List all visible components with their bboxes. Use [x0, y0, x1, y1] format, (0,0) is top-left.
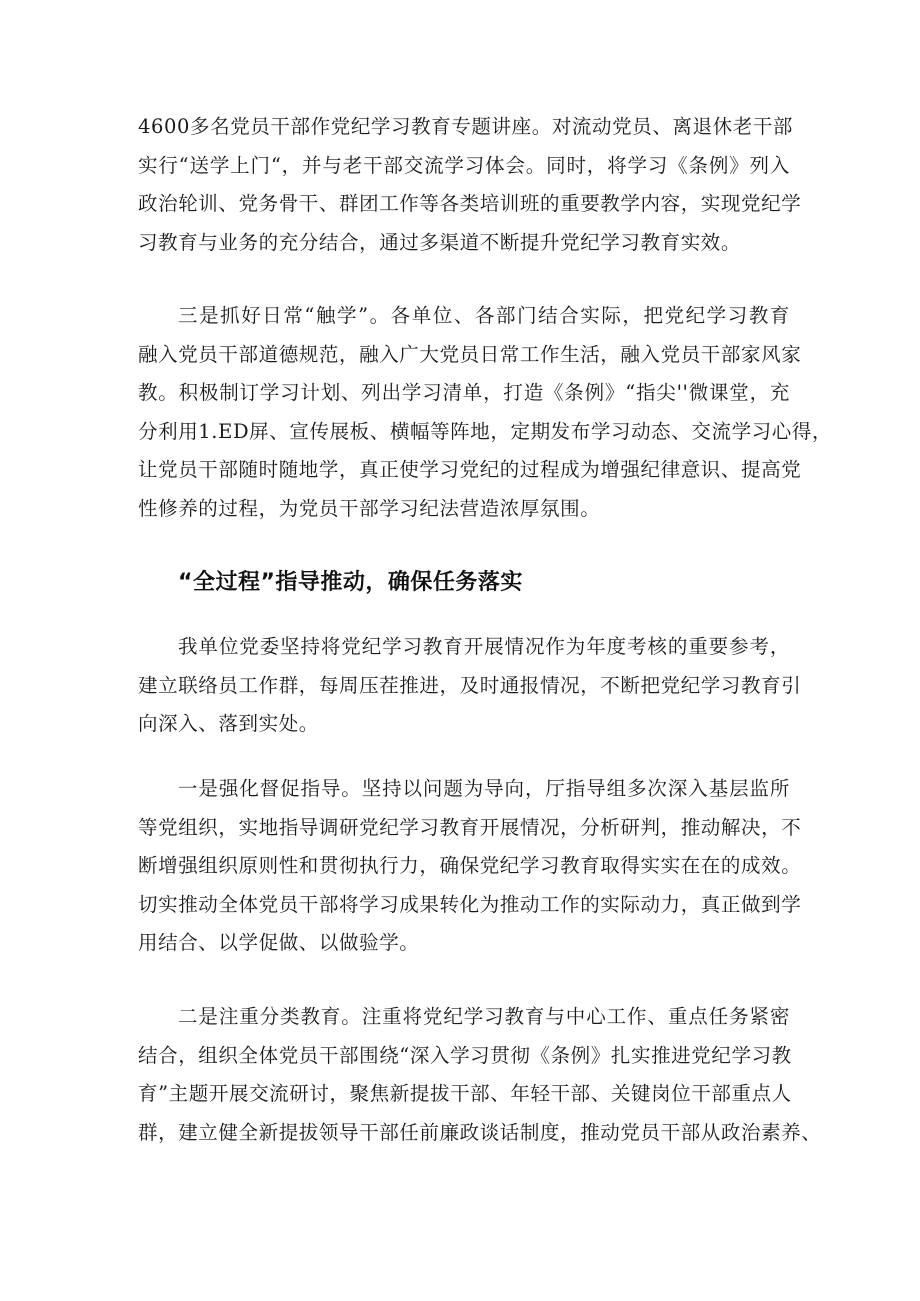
paragraph-line: 等党组织，实地指导调研党纪学习教育开展情况，分析研判，推动解决，不	[138, 815, 802, 839]
paragraph-line: 断增强组织原则性和贯彻执行力，确保党纪学习教育取得实实在在的成效。	[138, 854, 802, 878]
paragraph-line: 融入党员干部道德规范，融入广大党员日常工作生活，融入党员干部家风家	[138, 342, 802, 366]
paragraph-line: 4600多名党员干部作党纪学习教育专题讲座。对流动党员、离退休老干部	[138, 115, 794, 138]
section-heading: “全过程”指导推动，确保任务落实	[178, 570, 523, 595]
paragraph-line: 实行“送学上门“，并与老干部交流学习体会。同时，将学习《条例》列入	[138, 153, 790, 177]
paragraph-line: 二是注重分类教育。注重将党纪学习教育与中心工作、重点任务紧密	[178, 1005, 790, 1028]
paragraph-supervision	[138, 770, 802, 963]
paragraph-line: 分利用1.ED屏、宣传展板、横幅等阵地，定期发布学习动态、交流学习心得，	[138, 419, 833, 443]
paragraph-line: 性修养的过程，为党员干部学习纪法营造浓厚氛围。	[138, 496, 601, 520]
paragraph-line: 一是强化督促指导。坚持以问题为导向，厅指导组多次深入基层监所	[178, 777, 790, 800]
paragraph-lecture-outreach	[138, 108, 802, 262]
paragraph-line: 三是抓好日常“触学”。各单位、各部门结合实际，把党纪学习教育	[178, 304, 790, 327]
paragraph-line: 我单位党委坚持将党纪学习教育开展情况作为年度考核的重要参考，	[178, 635, 790, 658]
paragraph-line: 切实推动全体党员干部将学习成果转化为推动工作的实际动力，真正做到学	[138, 892, 802, 916]
paragraph-line: 育”主题开展交流研讨，聚焦新提拔干部、年轻干部、关键岗位干部重点人	[138, 1082, 792, 1106]
paragraph-line: 政治轮训、党务骨干、群团工作等各类培训班的重要教学内容，实现党纪学	[138, 192, 802, 216]
paragraph-line: 群，建立健全新提拔领导干部任前廉政谈话制度，推动党员干部从政治素养、	[138, 1120, 822, 1144]
paragraph-category-education	[138, 998, 822, 1152]
paragraph-line: 习教育与业务的充分结合，通过多渠道不断提升党纪学习教育实效。	[138, 230, 742, 254]
paragraph-line: 教。积极制订学习计划、列出学习清单，打造《条例》“指尖''微课堂，充	[138, 381, 790, 405]
paragraph-line: 结合，组织全体党员干部围绕“深入学习贯彻《条例》扎实推进党纪学习教	[138, 1043, 792, 1067]
paragraph-line: 让党员干部随时随地学，真正使学习党纪的过程成为增强纪律意识、提高党	[138, 458, 802, 482]
paragraph-line: 用结合、以学促做、以做验学。	[138, 931, 420, 955]
paragraph-line: 建立联络员工作群，每周压茬推进，及时通报情况，不断把党纪学习教育引	[138, 673, 802, 697]
paragraph-daily-learning	[138, 297, 833, 529]
paragraph-party-committee	[138, 628, 802, 744]
paragraph-line: 向深入、落到实处。	[138, 712, 319, 736]
